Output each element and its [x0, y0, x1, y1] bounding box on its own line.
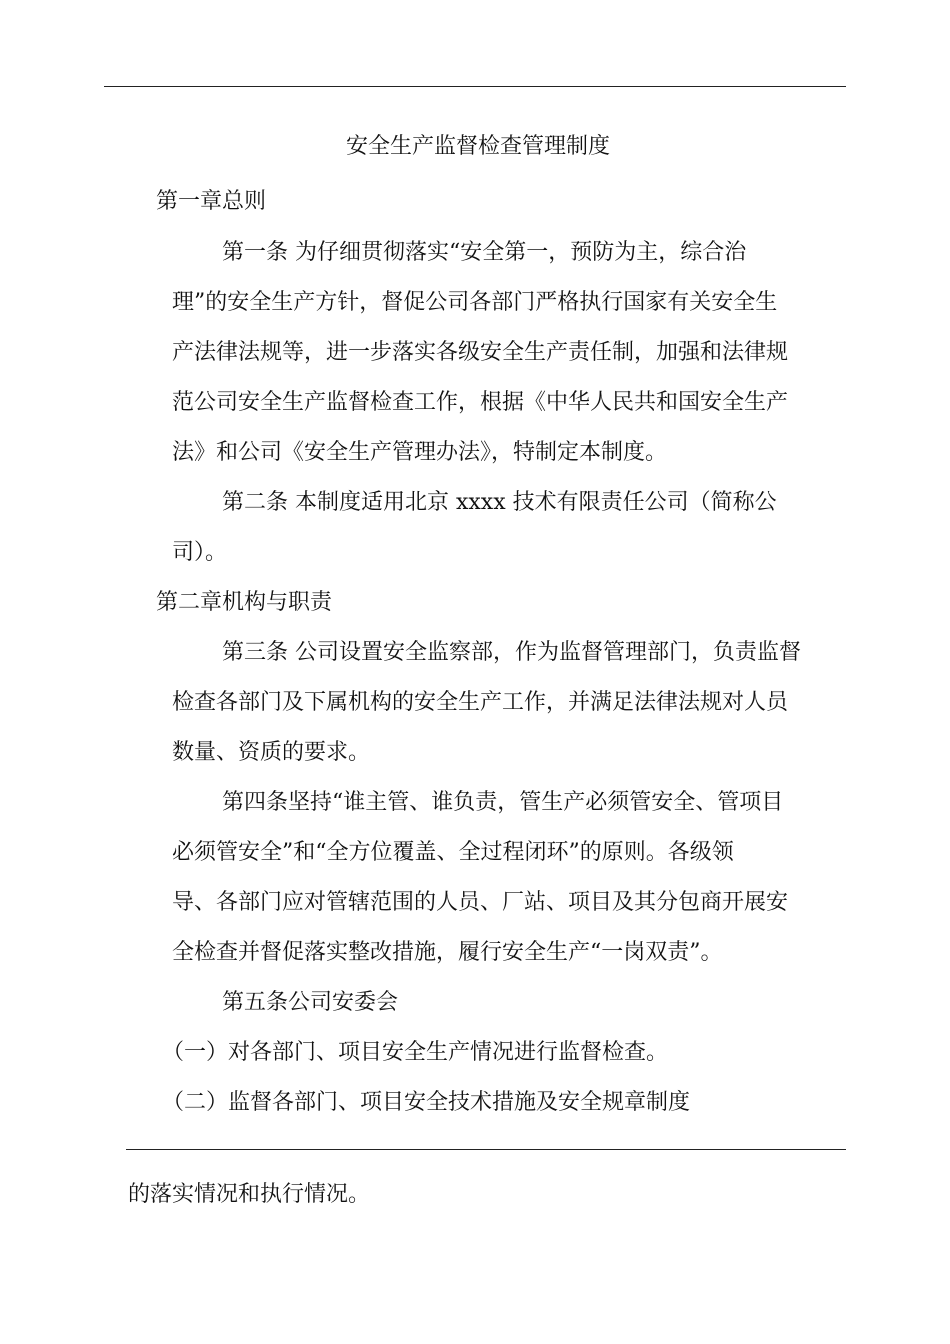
- article-3-line-2: 检查各部门及下属机构的安全生产工作，并满足法律法规对人员: [172, 690, 789, 715]
- article-3-line-1: 第三条 公司设置安全监察部，作为监督管理部门，负责监督: [222, 640, 801, 665]
- article-2-line-2: 司）。: [172, 540, 228, 565]
- article-3-line-3: 数量、资质的要求。: [172, 740, 371, 765]
- list-item-1: （一）对各部门、项目安全生产情况进行监督检查。: [162, 1040, 669, 1065]
- article-4-line-2: 必须管安全”和“全方位覆盖、全过程闭环”的原则。各级领: [172, 840, 734, 865]
- article-1-line-5: 法》和公司《安全生产管理办法》，特制定本制度。: [172, 440, 668, 465]
- article-1-line-3: 产法律法规等，进一步落实各级安全生产责任制，加强和法律规: [172, 340, 789, 365]
- continuation-text: 的落实情况和执行情况。: [128, 1182, 371, 1207]
- document-title: 安全生产监督检查管理制度: [346, 134, 611, 159]
- article-5-heading: 第五条公司安委会: [222, 990, 399, 1015]
- article-2-line-1: 第二条 本制度适用北京 xxxx 技术有限责任公司（简称公: [222, 490, 777, 515]
- article-1-line-1: 第一条 为仔细贯彻落实“安全第一，预防为主，综合治: [222, 240, 747, 265]
- article-1-line-4: 范公司安全生产监督检查工作，根据《中华人民共和国安全生产: [172, 390, 789, 415]
- chapter-heading-2: 第二章机构与职责: [156, 590, 333, 615]
- article-1-line-2: 理”的安全生产方针，督促公司各部门严格执行国家有关安全生: [172, 290, 778, 315]
- top-rule: [104, 86, 846, 87]
- page-break-rule: [126, 1149, 846, 1150]
- article-4-line-1: 第四条坚持“谁主管、谁负责，管生产必须管安全、管项目: [222, 790, 784, 815]
- chapter-heading-1: 第一章总则: [156, 189, 267, 214]
- article-4-line-3: 导、各部门应对管辖范围的人员、厂站、项目及其分包商开展安: [172, 890, 789, 915]
- article-4-line-4: 全检查并督促落实整改措施，履行安全生产“一岗双责”。: [172, 940, 723, 965]
- list-item-2: （二）监督各部门、项目安全技术措施及安全规章制度: [162, 1090, 691, 1115]
